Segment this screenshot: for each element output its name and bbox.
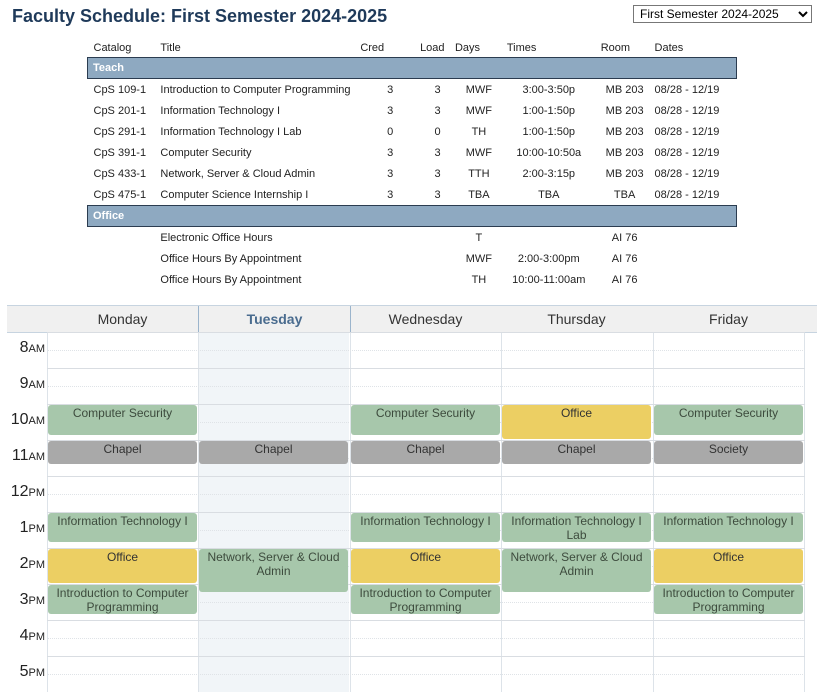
hour-ampm: PM — [28, 631, 45, 643]
title-cell: Introduction to Computer Programming — [160, 83, 351, 96]
calendar-event-class[interactable]: Computer Security — [351, 405, 500, 435]
times-cell: 10:00-10:50a — [516, 146, 582, 159]
day-header-wednesday[interactable]: Wednesday — [388, 311, 463, 327]
cred-cell: 0 — [387, 125, 394, 138]
hour-gridline — [47, 656, 805, 657]
calendar-event-class[interactable]: Network, Server & Cloud Admin — [199, 549, 348, 592]
calendar-event-chapel[interactable]: Chapel — [502, 441, 651, 464]
calendar-event-class[interactable]: Information Technology I — [351, 513, 500, 542]
hour-number: 12 — [10, 483, 29, 500]
catalog-cell: CpS 475-1 — [93, 188, 147, 201]
hour-number: 5 — [19, 663, 29, 680]
catalog-cell: CpS 433-1 — [93, 167, 147, 180]
page-title: Faculty Schedule: First Semester 2024-2025 — [12, 6, 388, 26]
times-cell: 1:00-1:50p — [522, 104, 576, 117]
title-cell: Information Technology I — [160, 104, 281, 117]
hour-ampm: PM — [28, 667, 45, 679]
hour-number: 11 — [11, 447, 29, 464]
days-cell: MWF — [465, 104, 493, 117]
course-table — [87, 38, 737, 290]
title-cell: Electronic Office Hours — [160, 231, 273, 244]
hour-number: 10 — [10, 411, 29, 428]
dates-cell: 08/28 - 12/19 — [654, 188, 720, 201]
half-hour-gridline — [47, 386, 805, 387]
hour-gridline — [47, 332, 805, 333]
course-row — [88, 121, 737, 142]
half-hour-gridline — [47, 494, 805, 495]
hour-label — [7, 483, 47, 501]
course-row — [88, 184, 737, 206]
office-hours-row — [88, 227, 737, 249]
cred-cell: 3 — [387, 167, 394, 180]
times-cell: 3:00-3:50p — [522, 83, 576, 96]
times-cell: 1:00-1:50p — [522, 125, 576, 138]
header-load: Load — [420, 41, 445, 54]
office-group-row — [88, 206, 737, 227]
title-cell: Network, Server & Cloud Admin — [160, 167, 316, 180]
day-header-monday[interactable]: Monday — [97, 311, 148, 327]
hour-label — [7, 339, 47, 357]
office-hours-row — [88, 248, 737, 269]
half-hour-gridline — [47, 638, 805, 639]
semester-select[interactable] — [633, 5, 812, 23]
half-hour-gridline — [47, 350, 805, 351]
load-cell — [420, 248, 455, 269]
dates-cell: 08/28 - 12/19 — [654, 167, 720, 180]
day-header-friday[interactable]: Friday — [709, 311, 748, 327]
calendar-event-class[interactable]: Information Technology I Lab — [502, 513, 651, 542]
load-cell: 3 — [434, 146, 441, 159]
header-times: Times — [506, 41, 537, 54]
title-cell: Office Hours By Appointment — [160, 252, 302, 265]
hour-label — [7, 555, 47, 573]
hour-ampm: PM — [28, 487, 45, 499]
times-cell: 2:00-3:15p — [522, 167, 576, 180]
calendar-event-class[interactable]: Information Technology I — [48, 513, 197, 542]
table-header-row — [88, 38, 737, 58]
room-cell: AI 76 — [611, 273, 638, 286]
hour-ampm: PM — [28, 595, 45, 607]
hour-ampm: AM — [28, 343, 45, 355]
days-cell: TTH — [468, 167, 490, 180]
days-cell: TH — [471, 273, 487, 286]
title-cell: Computer Science Internship I — [160, 188, 309, 201]
hour-label — [7, 591, 47, 609]
hour-ampm: AM — [28, 415, 45, 427]
hour-ampm: AM — [28, 451, 45, 463]
days-cell: TH — [471, 125, 487, 138]
half-hour-gridline — [47, 674, 805, 675]
weekly-calendar — [7, 305, 817, 685]
room-cell: MB 203 — [605, 104, 644, 117]
times-cell — [503, 227, 595, 249]
times-cell: 2:00-3:00pm — [517, 252, 580, 265]
dates-cell: 08/28 - 12/19 — [654, 125, 720, 138]
catalog-cell: CpS 291-1 — [93, 125, 147, 138]
office-hours-row — [88, 269, 737, 290]
calendar-event-office[interactable]: Office — [654, 549, 803, 583]
days-cell: MWF — [465, 146, 493, 159]
course-row — [88, 79, 737, 101]
cred-cell: 3 — [387, 188, 394, 201]
title-cell: Office Hours By Appointment — [160, 273, 302, 286]
days-cell: MWF — [465, 252, 493, 265]
catalog-cell — [88, 269, 161, 290]
catalog-cell — [88, 248, 161, 269]
hour-number: 1 — [19, 519, 29, 536]
header-days: Days — [454, 41, 481, 54]
calendar-day-header — [7, 305, 817, 333]
hour-number: 4 — [19, 627, 29, 644]
hour-number: 3 — [19, 591, 29, 608]
hour-label — [7, 627, 47, 645]
calendar-event-class[interactable]: Information Technology I — [654, 513, 803, 542]
course-row — [88, 100, 737, 121]
hour-number: 8 — [19, 339, 29, 356]
calendar-event-office[interactable]: Office — [502, 405, 651, 439]
calendar-event-class[interactable]: Introduction to Computer Programming — [351, 585, 500, 614]
cred-cell: 3 — [387, 104, 394, 117]
days-cell: MWF — [465, 83, 493, 96]
calendar-event-office[interactable]: Office — [48, 549, 197, 583]
title-cell: Information Technology I Lab — [160, 125, 302, 138]
hour-ampm: PM — [28, 559, 45, 571]
header-catalog: Catalog — [93, 41, 132, 54]
catalog-cell: CpS 201-1 — [93, 104, 147, 117]
calendar-event-class[interactable]: Introduction to Computer Programming — [654, 585, 803, 614]
calendar-event-chapel[interactable]: Chapel — [48, 441, 197, 464]
dates-cell: 08/28 - 12/19 — [654, 146, 720, 159]
room-cell: TBA — [613, 188, 636, 201]
catalog-cell: CpS 109-1 — [93, 83, 147, 96]
cred-cell: 3 — [387, 146, 394, 159]
hour-gridline — [47, 368, 805, 369]
day-header-thursday[interactable]: Thursday — [547, 311, 606, 327]
room-cell: AI 76 — [611, 252, 638, 265]
hour-label — [7, 411, 47, 429]
load-cell — [420, 227, 455, 249]
catalog-cell: CpS 391-1 — [93, 146, 147, 159]
days-cell: TBA — [468, 188, 490, 201]
dates-cell — [655, 248, 737, 269]
catalog-cell — [88, 227, 161, 249]
calendar-event-class[interactable]: Computer Security — [654, 405, 803, 435]
room-cell: MB 203 — [605, 125, 644, 138]
cred-cell — [360, 227, 420, 249]
hour-label — [7, 519, 47, 537]
dates-cell — [655, 269, 737, 290]
hour-gridline — [47, 476, 805, 477]
hour-ampm: PM — [28, 523, 45, 535]
hour-number: 9 — [19, 375, 29, 392]
calendar-event-class[interactable]: Introduction to Computer Programming — [48, 585, 197, 614]
load-cell: 0 — [434, 125, 441, 138]
day-header-tuesday[interactable]: Tuesday — [198, 306, 351, 332]
hour-number: 2 — [19, 555, 29, 572]
hour-ampm: AM — [28, 379, 45, 391]
teach-group-row — [88, 58, 737, 79]
load-cell: 3 — [434, 188, 441, 201]
calendar-event-class[interactable]: Network, Server & Cloud Admin — [502, 549, 651, 592]
calendar-event-chapel[interactable]: Chapel — [199, 441, 348, 464]
calendar-event-chapel[interactable]: Chapel — [351, 441, 500, 464]
calendar-event-chapel[interactable]: Society — [654, 441, 803, 464]
times-cell: 10:00-11:00am — [512, 273, 586, 286]
load-cell: 3 — [434, 167, 441, 180]
dates-cell: 08/28 - 12/19 — [654, 83, 720, 96]
course-row — [88, 163, 737, 184]
title-cell: Computer Security — [160, 146, 252, 159]
course-row — [88, 142, 737, 163]
header-cred: Cred — [360, 41, 385, 54]
group-label: Teach — [88, 58, 737, 79]
days-cell: T — [475, 231, 483, 244]
load-cell: 3 — [434, 83, 441, 96]
hour-label — [7, 663, 47, 681]
cred-cell: 3 — [387, 83, 394, 96]
room-cell: MB 203 — [605, 146, 644, 159]
load-cell: 3 — [434, 104, 441, 117]
dates-cell: 08/28 - 12/19 — [654, 104, 720, 117]
times-cell: TBA — [538, 188, 560, 201]
hour-label — [7, 375, 47, 393]
load-cell — [420, 269, 455, 290]
hour-label — [7, 447, 47, 465]
room-cell: MB 203 — [605, 83, 644, 96]
room-cell: MB 203 — [605, 167, 644, 180]
header-room: Room — [600, 41, 631, 54]
cred-cell — [360, 269, 420, 290]
group-label: Office — [88, 206, 737, 227]
cred-cell — [360, 248, 420, 269]
calendar-event-office[interactable]: Office — [351, 549, 500, 583]
dates-cell — [655, 227, 737, 249]
header-dates: Dates — [654, 41, 684, 54]
hour-gridline — [47, 620, 805, 621]
header-title: Title — [160, 41, 181, 54]
room-cell: AI 76 — [611, 231, 638, 244]
calendar-event-class[interactable]: Computer Security — [48, 405, 197, 435]
